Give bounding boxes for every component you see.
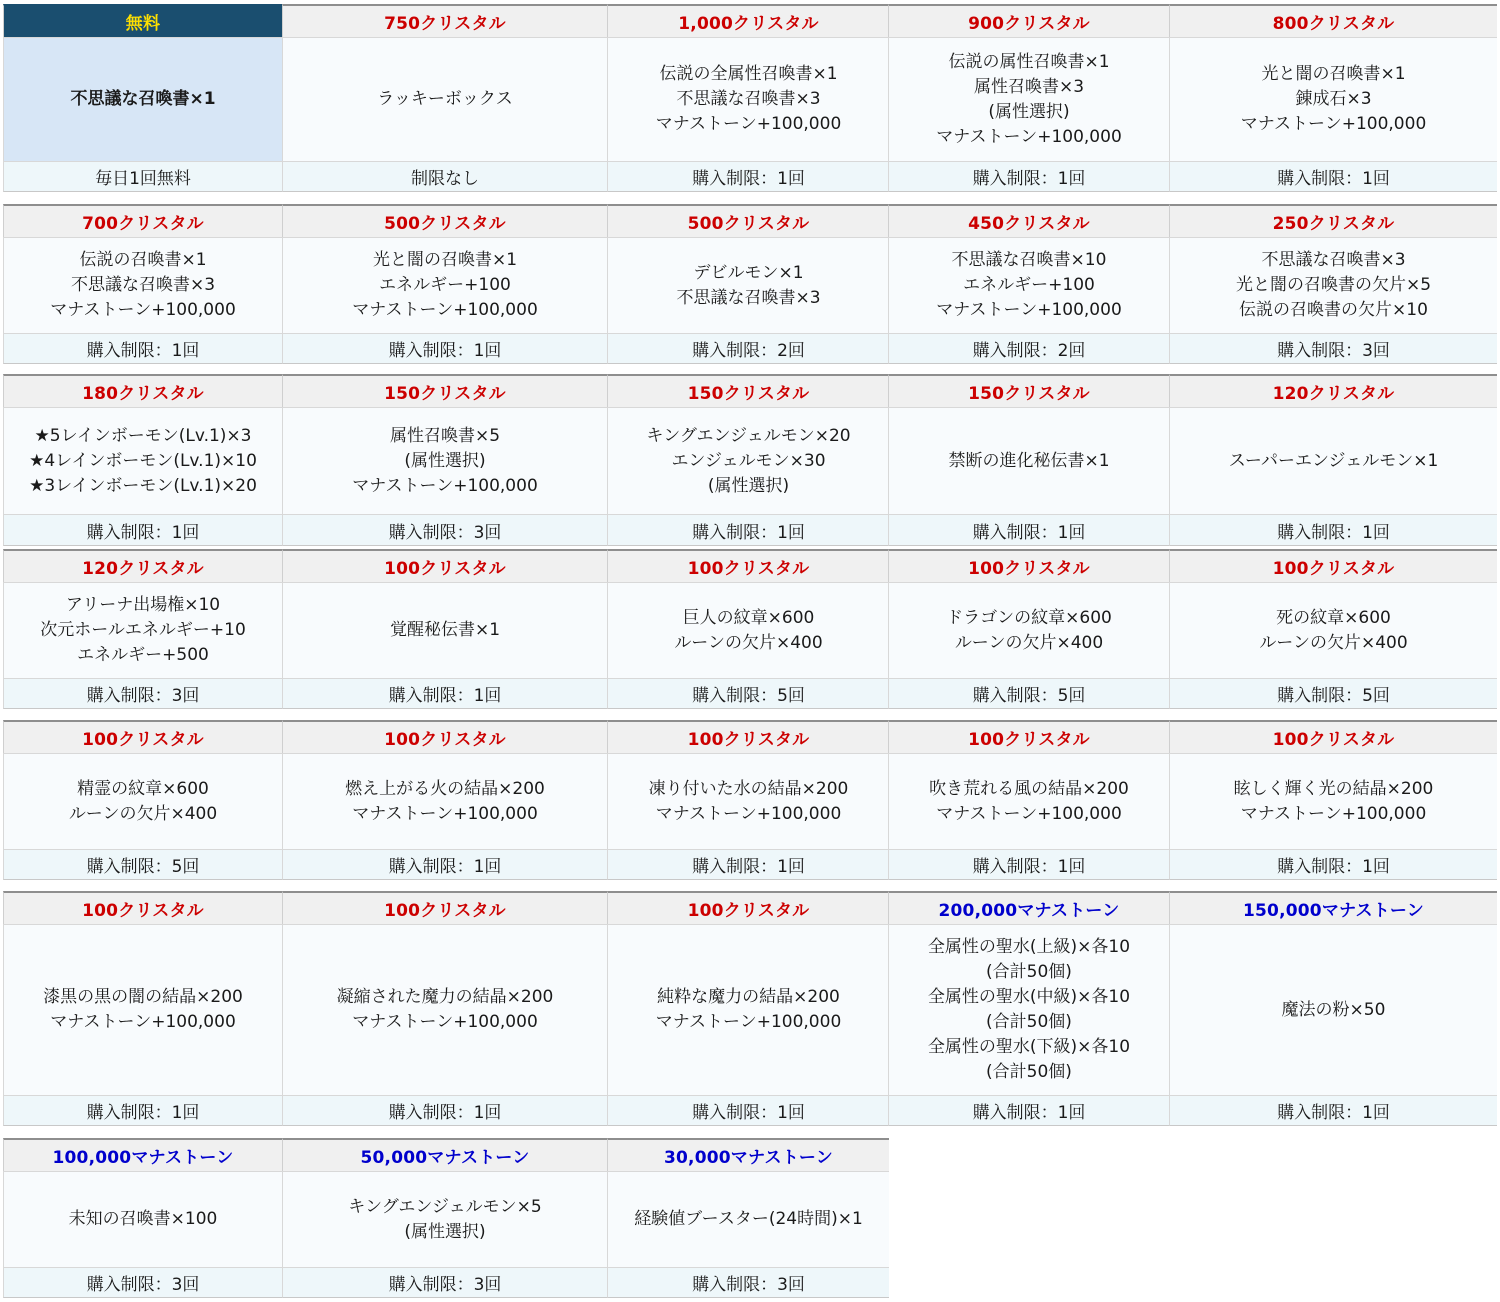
item-contents <box>888 924 1169 1095</box>
price-header: 120クリスタル <box>3 549 282 582</box>
content-line: 眩しく輝く光の結晶×200 <box>1233 778 1434 799</box>
item-contents <box>3 407 282 514</box>
purchase-limit: 購入制限：3回 <box>1169 333 1497 364</box>
item-contents <box>607 237 889 333</box>
purchase-limit: 購入制限：1回 <box>1169 849 1497 880</box>
purchase-limit: 購入制限：1回 <box>607 514 889 546</box>
item-contents <box>888 237 1169 333</box>
content-line: アリーナ出場権×10 <box>65 595 221 615</box>
content-line: 禁断の進化秘伝書×1 <box>948 450 1110 471</box>
content-line: エネルギー+100 <box>379 275 511 295</box>
content-line: エネルギー+100 <box>963 275 1095 295</box>
purchase-limit: 購入制限：1回 <box>1169 514 1497 546</box>
content-line: 純粋な魔力の結晶×200 <box>657 987 840 1007</box>
content-line: マナストーン+100,000 <box>352 803 538 824</box>
item-contents <box>3 37 282 161</box>
purchase-limit: 購入制限：3回 <box>282 514 607 546</box>
item-contents <box>3 753 282 849</box>
content-line: 次元ホールエネルギー+10 <box>40 620 246 640</box>
item-contents <box>607 1171 889 1267</box>
price-header: 200,000マナストーン <box>888 891 1169 924</box>
item-contents <box>282 237 607 333</box>
price-header: 100クリスタル <box>282 549 607 582</box>
price-header: 900クリスタル <box>888 4 1169 37</box>
content-line: 全属性の聖水(中級)×各10 <box>927 987 1131 1007</box>
price-header: 750クリスタル <box>282 4 607 37</box>
purchase-limit: 購入制限：1回 <box>1169 161 1497 192</box>
item-contents <box>1169 37 1497 161</box>
content-line: ルーンの欠片×400 <box>954 632 1104 653</box>
content-line: 不思議な召喚書×3 <box>676 287 821 308</box>
content-line: 未知の召喚書×100 <box>68 1209 218 1229</box>
content-line: 光と闇の召喚書×1 <box>1261 64 1406 84</box>
price-header: 100,000マナストーン <box>3 1138 282 1171</box>
content-line: ルーンの欠片×400 <box>68 803 218 824</box>
content-line: 不思議な召喚書×3 <box>1261 250 1406 270</box>
item-contents <box>1169 753 1497 849</box>
content-line: 経験値ブースター(24時間)×1 <box>634 1209 863 1229</box>
content-line: スーパーエンジェルモン×1 <box>1228 450 1439 471</box>
content-line: (属性選択) <box>707 475 790 496</box>
content-line: 巨人の紋章×600 <box>682 607 815 628</box>
price-header: 100クリスタル <box>282 720 607 753</box>
item-contents <box>3 237 282 333</box>
content-line: 光と闇の召喚書の欠片×5 <box>1235 275 1432 295</box>
item-contents <box>607 582 889 678</box>
item-contents <box>888 407 1169 514</box>
purchase-limit: 購入制限：1回 <box>888 849 1169 880</box>
content-line: ★5レインボーモン(Lv.1)×3 <box>34 425 252 446</box>
price-header: 100クリスタル <box>1169 549 1497 582</box>
content-line: 吹き荒れる風の結晶×200 <box>929 778 1129 799</box>
content-line: (属性選択) <box>404 450 486 471</box>
price-header: 120クリスタル <box>1169 374 1497 407</box>
content-line: マナストーン+100,000 <box>655 803 842 824</box>
price-header: 50,000マナストーン <box>282 1138 607 1171</box>
content-line: 不思議な召喚書×3 <box>70 275 216 295</box>
price-header: 30,000マナストーン <box>607 1138 889 1171</box>
purchase-limit: 毎日1回無料 <box>3 161 282 192</box>
price-header: 100クリスタル <box>3 891 282 924</box>
price-header: 800クリスタル <box>1169 4 1497 37</box>
content-line: キングエンジェルモン×20 <box>646 425 851 446</box>
item-contents <box>3 1171 282 1267</box>
item-contents <box>282 407 607 514</box>
purchase-limit: 購入制限：3回 <box>607 1267 889 1298</box>
content-line: マナストーン+100,000 <box>936 300 1122 320</box>
item-contents <box>282 924 607 1095</box>
purchase-limit: 購入制限：1回 <box>607 849 889 880</box>
content-line: 伝説の属性召喚書×1 <box>948 51 1110 72</box>
purchase-limit: 購入制限：5回 <box>3 849 282 880</box>
content-line: 不思議な召喚書×1 <box>70 89 216 109</box>
content-line: 不思議な召喚書×10 <box>951 250 1107 270</box>
item-contents <box>3 582 282 678</box>
content-line: マナストーン+100,000 <box>352 1012 538 1032</box>
content-line: 燃え上がる火の結晶×200 <box>345 778 545 799</box>
content-line: ★4レインボーモン(Lv.1)×10 <box>29 450 257 471</box>
price-header: 100クリスタル <box>888 720 1169 753</box>
content-line: (属性選択) <box>988 101 1070 122</box>
content-line: マナストーン+100,000 <box>655 114 842 134</box>
purchase-limit: 購入制限：1回 <box>282 678 607 709</box>
content-line: マナストーン+100,000 <box>50 1012 236 1032</box>
item-contents <box>607 924 889 1095</box>
content-line: マナストーン+100,000 <box>936 126 1122 147</box>
price-header: 500クリスタル <box>607 204 889 237</box>
content-line: (合計50個) <box>986 1062 1072 1082</box>
content-line: 精霊の紋章×600 <box>77 778 209 799</box>
price-header: 150,000マナストーン <box>1169 891 1497 924</box>
content-line: 伝説の召喚書の欠片×10 <box>1239 300 1428 320</box>
content-line: マナストーン+100,000 <box>1240 114 1427 134</box>
purchase-limit: 購入制限：1回 <box>282 333 607 364</box>
purchase-limit: 購入制限：3回 <box>3 678 282 709</box>
content-line: ドラゴンの紋章×600 <box>946 607 1112 628</box>
content-line: (合計50個) <box>986 1012 1072 1032</box>
purchase-limit: 購入制限：5回 <box>1169 678 1497 709</box>
content-line: 錬成石×3 <box>1295 89 1372 109</box>
purchase-limit: 購入制限：1回 <box>282 1095 607 1126</box>
item-contents <box>888 582 1169 678</box>
price-header: 150クリスタル <box>282 374 607 407</box>
content-line: 魔法の粉×50 <box>1281 999 1386 1020</box>
content-line: 死の紋章×600 <box>1276 607 1391 628</box>
purchase-limit: 購入制限：3回 <box>282 1267 607 1298</box>
content-line: ラッキーボックス <box>377 89 513 109</box>
item-contents <box>282 37 607 161</box>
purchase-limit: 購入制限：1回 <box>607 161 889 192</box>
content-line: マナストーン+100,000 <box>50 300 236 320</box>
content-line: ★3レインボーモン(Lv.1)×20 <box>29 475 257 496</box>
item-contents <box>3 924 282 1095</box>
price-header: 700クリスタル <box>3 204 282 237</box>
content-line: 伝説の召喚書×1 <box>79 250 207 270</box>
item-contents <box>607 37 889 161</box>
content-line: マナストーン+100,000 <box>352 300 538 320</box>
purchase-limit: 制限なし <box>282 161 607 192</box>
item-contents <box>1169 407 1497 514</box>
purchase-limit: 購入制限：1回 <box>3 514 282 546</box>
purchase-limit: 購入制限：1回 <box>282 849 607 880</box>
price-header: 1,000クリスタル <box>607 4 889 37</box>
price-header: 150クリスタル <box>607 374 889 407</box>
purchase-limit: 購入制限：1回 <box>1169 1095 1497 1126</box>
content-line: マナストーン+100,000 <box>655 1012 842 1032</box>
price-header: 100クリスタル <box>282 891 607 924</box>
content-line: ルーンの欠片×400 <box>674 632 823 653</box>
price-header: 500クリスタル <box>282 204 607 237</box>
price-header: 100クリスタル <box>607 549 889 582</box>
purchase-limit: 購入制限：5回 <box>607 678 889 709</box>
purchase-limit: 購入制限：1回 <box>3 1095 282 1126</box>
content-line: 属性召喚書×3 <box>973 76 1085 97</box>
content-line: 漆黒の黒の闇の結晶×200 <box>43 987 243 1007</box>
content-line: 光と闇の召喚書×1 <box>372 250 518 270</box>
content-line: 覚醒秘伝書×1 <box>389 620 501 640</box>
item-contents <box>607 407 889 514</box>
item-contents <box>1169 582 1497 678</box>
content-line: 全属性の聖水(上級)×各10 <box>927 937 1131 957</box>
purchase-limit: 購入制限：1回 <box>888 1095 1169 1126</box>
content-line: エネルギー+500 <box>77 645 209 665</box>
content-line: デビルモン×1 <box>693 262 804 283</box>
content-line: 不思議な召喚書×3 <box>676 89 821 109</box>
content-line: マナストーン+100,000 <box>1240 803 1427 824</box>
item-contents <box>888 753 1169 849</box>
price-header: 250クリスタル <box>1169 204 1497 237</box>
content-line: キングエンジェルモン×5 <box>348 1196 542 1217</box>
purchase-limit: 購入制限：3回 <box>3 1267 282 1298</box>
item-contents <box>888 37 1169 161</box>
content-line: 伝説の全属性召喚書×1 <box>659 64 838 84</box>
item-contents <box>1169 237 1497 333</box>
content-line: 全属性の聖水(下級)×各10 <box>927 1037 1131 1057</box>
item-contents <box>282 1171 607 1267</box>
item-contents <box>1169 924 1497 1095</box>
price-header: 100クリスタル <box>607 720 889 753</box>
price-header: 100クリスタル <box>3 720 282 753</box>
price-header: 無料 <box>3 4 282 37</box>
purchase-limit: 購入制限：1回 <box>888 161 1169 192</box>
content-line: マナストーン+100,000 <box>352 475 538 496</box>
content-line: マナストーン+100,000 <box>936 803 1122 824</box>
purchase-limit: 購入制限：1回 <box>3 333 282 364</box>
content-line: ルーンの欠片×400 <box>1259 632 1408 653</box>
price-header: 100クリスタル <box>607 891 889 924</box>
price-header: 100クリスタル <box>888 549 1169 582</box>
item-contents <box>282 753 607 849</box>
item-contents <box>282 582 607 678</box>
price-header: 100クリスタル <box>1169 720 1497 753</box>
content-line: エンジェルモン×30 <box>671 450 826 471</box>
content-line: (合計50個) <box>986 962 1072 982</box>
purchase-limit: 購入制限：2回 <box>888 333 1169 364</box>
content-line: (属性選択) <box>404 1221 486 1242</box>
purchase-limit: 購入制限：1回 <box>607 1095 889 1126</box>
purchase-limit: 購入制限：5回 <box>888 678 1169 709</box>
price-header: 180クリスタル <box>3 374 282 407</box>
content-line: 凝縮された魔力の結晶×200 <box>336 987 554 1007</box>
purchase-limit: 購入制限：1回 <box>888 514 1169 546</box>
content-line: 属性召喚書×5 <box>389 425 501 446</box>
item-contents <box>607 753 889 849</box>
purchase-limit: 購入制限：2回 <box>607 333 889 364</box>
price-header: 450クリスタル <box>888 204 1169 237</box>
content-line: 凍り付いた水の結晶×200 <box>648 778 849 799</box>
price-header: 150クリスタル <box>888 374 1169 407</box>
